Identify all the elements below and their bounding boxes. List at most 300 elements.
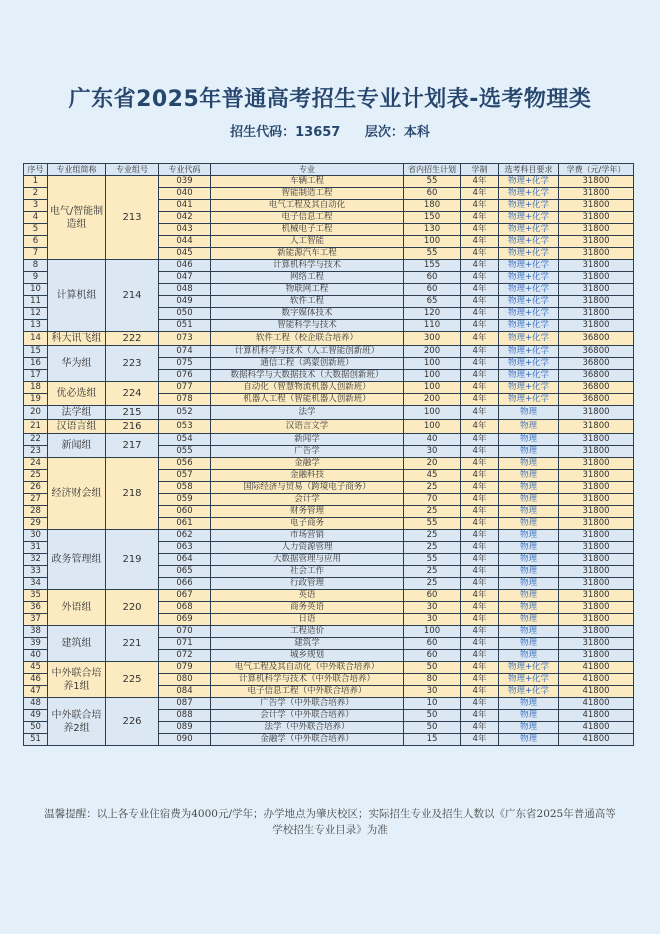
major-code: 080 [159, 674, 211, 686]
major-name: 机械电子工程 [211, 224, 404, 236]
study-duration: 4年 [461, 434, 499, 446]
major-name: 金融科技 [211, 470, 404, 482]
study-duration: 4年 [461, 734, 499, 746]
subject-requirement: 物理 [499, 638, 559, 650]
enrollment-plan: 25 [404, 530, 461, 542]
enrollment-plan: 60 [404, 590, 461, 602]
group-name: 计算机组 [48, 260, 106, 332]
row-index: 20 [24, 406, 48, 420]
tuition: 31800 [559, 284, 634, 296]
row-index: 6 [24, 236, 48, 248]
group-name: 电气/智能制造组 [48, 176, 106, 260]
major-code: 063 [159, 542, 211, 554]
tuition: 31800 [559, 650, 634, 662]
major-name: 电气工程及其自动化 [211, 200, 404, 212]
major-name: 英语 [211, 590, 404, 602]
major-code: 046 [159, 260, 211, 272]
major-name: 物联网工程 [211, 284, 404, 296]
major-name: 金融学 [211, 458, 404, 470]
major-name: 金融学（中外联合培养） [211, 734, 404, 746]
subject-requirement: 物理 [499, 590, 559, 602]
subject-requirement: 物理+化学 [499, 320, 559, 332]
study-duration: 4年 [461, 188, 499, 200]
study-duration: 4年 [461, 650, 499, 662]
enrollment-plan: 110 [404, 320, 461, 332]
subject-requirement: 物理+化学 [499, 346, 559, 358]
tuition: 36800 [559, 370, 634, 382]
tuition: 31800 [559, 530, 634, 542]
major-name: 工程造价 [211, 626, 404, 638]
major-code: 078 [159, 394, 211, 406]
tuition: 31800 [559, 602, 634, 614]
tuition: 31800 [559, 554, 634, 566]
tuition: 36800 [559, 358, 634, 370]
subject-requirement: 物理+化学 [499, 248, 559, 260]
enrollment-plan: 80 [404, 674, 461, 686]
tuition: 31800 [559, 406, 634, 420]
subject-requirement: 物理 [499, 458, 559, 470]
study-duration: 4年 [461, 446, 499, 458]
study-duration: 4年 [461, 200, 499, 212]
study-duration: 4年 [461, 506, 499, 518]
subject-requirement: 物理 [499, 530, 559, 542]
study-duration: 4年 [461, 212, 499, 224]
table-row [24, 626, 634, 638]
group-name: 新闻组 [48, 434, 106, 458]
study-duration: 4年 [461, 320, 499, 332]
row-index: 50 [24, 722, 48, 734]
subtitle [0, 121, 660, 140]
row-index: 36 [24, 602, 48, 614]
major-code: 044 [159, 236, 211, 248]
tuition: 31800 [559, 224, 634, 236]
study-duration: 4年 [461, 176, 499, 188]
header-duration: 学制 [461, 164, 499, 176]
major-name: 人工智能 [211, 236, 404, 248]
subject-requirement: 物理+化学 [499, 370, 559, 382]
study-duration: 4年 [461, 272, 499, 284]
subject-requirement: 物理+化学 [499, 662, 559, 674]
tuition: 36800 [559, 346, 634, 358]
major-name: 会计学 [211, 494, 404, 506]
study-duration: 4年 [461, 470, 499, 482]
enrollment-plan: 100 [404, 420, 461, 434]
study-duration: 4年 [461, 554, 499, 566]
tuition: 31800 [559, 482, 634, 494]
study-duration: 4年 [461, 458, 499, 470]
major-name: 数据科学与大数据技术（大数据创新班） [211, 370, 404, 382]
study-duration: 4年 [461, 370, 499, 382]
enrollment-plan: 55 [404, 248, 461, 260]
major-name: 大数据管理与应用 [211, 554, 404, 566]
group-name: 汉语言组 [48, 420, 106, 434]
enrollment-plan: 30 [404, 602, 461, 614]
major-name: 会计学（中外联合培养） [211, 710, 404, 722]
tuition: 41800 [559, 686, 634, 698]
subject-requirement: 物理+化学 [499, 224, 559, 236]
study-duration: 4年 [461, 710, 499, 722]
tuition: 31800 [559, 320, 634, 332]
study-duration: 4年 [461, 382, 499, 394]
major-name: 法学（中外联合培养） [211, 722, 404, 734]
row-index: 7 [24, 248, 48, 260]
tuition: 31800 [559, 638, 634, 650]
enrollment-plan: 60 [404, 284, 461, 296]
header-major-code: 专业代码 [159, 164, 211, 176]
subject-requirement: 物理+化学 [499, 236, 559, 248]
subject-requirement: 物理 [499, 420, 559, 434]
subject-requirement: 物理 [499, 722, 559, 734]
enrollment-plan: 25 [404, 482, 461, 494]
group-name: 外语组 [48, 590, 106, 626]
major-name: 法学 [211, 406, 404, 420]
row-index: 2 [24, 188, 48, 200]
header-plan: 省内招生计划 [404, 164, 461, 176]
table-row [24, 530, 634, 542]
row-index: 5 [24, 224, 48, 236]
row-index: 3 [24, 200, 48, 212]
tuition: 41800 [559, 662, 634, 674]
enrollment-plan: 25 [404, 506, 461, 518]
enrollment-plan: 300 [404, 332, 461, 346]
subject-requirement: 物理+化学 [499, 686, 559, 698]
major-code: 043 [159, 224, 211, 236]
tuition: 31800 [559, 626, 634, 638]
study-duration: 4年 [461, 394, 499, 406]
tuition: 41800 [559, 734, 634, 746]
header-index: 序号 [24, 164, 48, 176]
table-row [24, 406, 634, 420]
tuition: 31800 [559, 434, 634, 446]
study-duration: 4年 [461, 308, 499, 320]
major-code: 089 [159, 722, 211, 734]
major-name: 计算机科学与技术 [211, 260, 404, 272]
row-index: 40 [24, 650, 48, 662]
study-duration: 4年 [461, 358, 499, 370]
row-index: 27 [24, 494, 48, 506]
enrollment-plan: 155 [404, 260, 461, 272]
study-duration: 4年 [461, 260, 499, 272]
reminder-note: 温馨提醒：以上各专业住宿费为4000元/学年；办学地点为肇庆校区；实际招生专业及招生人数以《广东省2025年普通高等学校招生专业目录》为准 [44, 808, 616, 836]
major-name: 广告学 [211, 446, 404, 458]
group-name: 经济财会组 [48, 458, 106, 530]
enrollment-plan: 100 [404, 626, 461, 638]
enrollment-plan: 55 [404, 176, 461, 188]
subject-requirement: 物理+化学 [499, 674, 559, 686]
enrollment-plan: 100 [404, 236, 461, 248]
tuition: 36800 [559, 394, 634, 406]
major-name: 电子信息工程 [211, 212, 404, 224]
enrollment-plan: 25 [404, 578, 461, 590]
major-code: 040 [159, 188, 211, 200]
major-code: 048 [159, 284, 211, 296]
major-code: 077 [159, 382, 211, 394]
major-code: 064 [159, 554, 211, 566]
major-code: 059 [159, 494, 211, 506]
row-index: 49 [24, 710, 48, 722]
enrollment-plan: 120 [404, 308, 461, 320]
enrollment-plan: 60 [404, 650, 461, 662]
subject-requirement: 物理 [499, 566, 559, 578]
major-name: 市场营销 [211, 530, 404, 542]
enrollment-plan: 30 [404, 614, 461, 626]
subject-requirement: 物理 [499, 518, 559, 530]
tuition: 31800 [559, 420, 634, 434]
tuition: 31800 [559, 236, 634, 248]
study-duration: 4年 [461, 248, 499, 260]
row-index: 45 [24, 662, 48, 674]
row-index: 38 [24, 626, 48, 638]
group-code: 215 [106, 406, 159, 420]
enrollment-plan: 20 [404, 458, 461, 470]
enrollment-plan: 60 [404, 638, 461, 650]
enrollment-plan: 100 [404, 406, 461, 420]
tuition: 31800 [559, 518, 634, 530]
tuition: 31800 [559, 578, 634, 590]
tuition: 31800 [559, 176, 634, 188]
major-code: 066 [159, 578, 211, 590]
group-code: 218 [106, 458, 159, 530]
major-name: 智能科学与技术 [211, 320, 404, 332]
study-duration: 4年 [461, 236, 499, 248]
subject-requirement: 物理+化学 [499, 212, 559, 224]
major-code: 047 [159, 272, 211, 284]
row-index: 12 [24, 308, 48, 320]
group-name: 建筑组 [48, 626, 106, 662]
subject-requirement: 物理+化学 [499, 358, 559, 370]
subject-requirement: 物理 [499, 470, 559, 482]
group-code: 222 [106, 332, 159, 346]
row-index: 24 [24, 458, 48, 470]
study-duration: 4年 [461, 542, 499, 554]
subject-requirement: 物理 [499, 734, 559, 746]
tuition: 41800 [559, 698, 634, 710]
major-code: 072 [159, 650, 211, 662]
enrollment-plan: 200 [404, 394, 461, 406]
enrollment-plan: 100 [404, 370, 461, 382]
major-name: 商务英语 [211, 602, 404, 614]
major-name: 社会工作 [211, 566, 404, 578]
group-name: 中外联合培养2组 [48, 698, 106, 746]
education-level: 层次：本科 [364, 125, 430, 140]
study-duration: 4年 [461, 518, 499, 530]
major-code: 041 [159, 200, 211, 212]
row-index: 16 [24, 358, 48, 370]
table-header-row [24, 164, 634, 176]
subject-requirement: 物理 [499, 506, 559, 518]
major-name: 软件工程 [211, 296, 404, 308]
row-index: 18 [24, 382, 48, 394]
subject-requirement: 物理 [499, 446, 559, 458]
subject-requirement: 物理+化学 [499, 188, 559, 200]
tuition: 36800 [559, 332, 634, 346]
study-duration: 4年 [461, 284, 499, 296]
study-duration: 4年 [461, 578, 499, 590]
row-index: 46 [24, 674, 48, 686]
group-name: 政务管理组 [48, 530, 106, 590]
tuition: 31800 [559, 200, 634, 212]
enrollment-plan: 40 [404, 434, 461, 446]
major-name: 广告学（中外联合培养） [211, 698, 404, 710]
row-index: 10 [24, 284, 48, 296]
row-index: 22 [24, 434, 48, 446]
row-index: 51 [24, 734, 48, 746]
enrollment-plan: 30 [404, 446, 461, 458]
subject-requirement: 物理 [499, 650, 559, 662]
enrollment-plan: 100 [404, 358, 461, 370]
major-code: 050 [159, 308, 211, 320]
row-index: 48 [24, 698, 48, 710]
enrollment-plan: 180 [404, 200, 461, 212]
enrollment-plan: 25 [404, 542, 461, 554]
subject-requirement: 物理 [499, 554, 559, 566]
study-duration: 4年 [461, 674, 499, 686]
row-index: 4 [24, 212, 48, 224]
subject-requirement: 物理 [499, 710, 559, 722]
group-code: 224 [106, 382, 159, 406]
enrollment-plan: 70 [404, 494, 461, 506]
major-code: 070 [159, 626, 211, 638]
major-code: 065 [159, 566, 211, 578]
group-name: 优必选组 [48, 382, 106, 406]
enrollment-plan: 30 [404, 686, 461, 698]
enrollment-code: 招生代码：13657 [230, 125, 341, 140]
major-name: 汉语言文学 [211, 420, 404, 434]
tuition: 31800 [559, 188, 634, 200]
table-row [24, 260, 634, 272]
subject-requirement: 物理 [499, 626, 559, 638]
group-name: 法学组 [48, 406, 106, 420]
enrollment-plan: 50 [404, 662, 461, 674]
tuition: 31800 [559, 590, 634, 602]
row-index: 15 [24, 346, 48, 358]
enrollment-plan-table [23, 163, 634, 746]
major-code: 067 [159, 590, 211, 602]
tuition: 31800 [559, 272, 634, 284]
group-code: 216 [106, 420, 159, 434]
tuition: 31800 [559, 296, 634, 308]
major-name: 建筑学 [211, 638, 404, 650]
study-duration: 4年 [461, 406, 499, 420]
study-duration: 4年 [461, 420, 499, 434]
row-index: 31 [24, 542, 48, 554]
study-duration: 4年 [461, 566, 499, 578]
group-code: 226 [106, 698, 159, 746]
row-index: 28 [24, 506, 48, 518]
subject-requirement: 物理+化学 [499, 382, 559, 394]
major-code: 076 [159, 370, 211, 382]
study-duration: 4年 [461, 346, 499, 358]
tuition: 36800 [559, 382, 634, 394]
enrollment-plan: 15 [404, 734, 461, 746]
major-code: 087 [159, 698, 211, 710]
major-name: 网络工程 [211, 272, 404, 284]
study-duration: 4年 [461, 530, 499, 542]
row-index: 23 [24, 446, 48, 458]
row-index: 19 [24, 394, 48, 406]
major-code: 079 [159, 662, 211, 674]
study-duration: 4年 [461, 638, 499, 650]
major-name: 城乡规划 [211, 650, 404, 662]
tuition: 31800 [559, 260, 634, 272]
tuition: 31800 [559, 494, 634, 506]
header-group-name: 专业组简称 [48, 164, 106, 176]
group-code: 213 [106, 176, 159, 260]
major-name: 计算机科学与技术（中外联合培养） [211, 674, 404, 686]
major-code: 088 [159, 710, 211, 722]
major-code: 042 [159, 212, 211, 224]
major-code: 039 [159, 176, 211, 188]
major-name: 软件工程（校企联合培养） [211, 332, 404, 346]
enrollment-plan: 55 [404, 518, 461, 530]
major-code: 069 [159, 614, 211, 626]
enrollment-plan: 60 [404, 188, 461, 200]
row-index: 47 [24, 686, 48, 698]
tuition: 31800 [559, 308, 634, 320]
major-name: 数字媒体技术 [211, 308, 404, 320]
major-name: 自动化（智慧物流机器人创新班） [211, 382, 404, 394]
row-index: 32 [24, 554, 48, 566]
study-duration: 4年 [461, 482, 499, 494]
enrollment-plan: 60 [404, 272, 461, 284]
row-index: 34 [24, 578, 48, 590]
subject-requirement: 物理 [499, 542, 559, 554]
enrollment-plan: 150 [404, 212, 461, 224]
tuition: 31800 [559, 212, 634, 224]
page-title: 广东省2025年普通高考招生专业计划表-选考物理类 [68, 87, 592, 112]
subject-requirement: 物理+化学 [499, 296, 559, 308]
major-name: 行政管理 [211, 578, 404, 590]
subject-requirement: 物理 [499, 614, 559, 626]
tuition: 41800 [559, 722, 634, 734]
enrollment-plan: 25 [404, 566, 461, 578]
tuition: 31800 [559, 458, 634, 470]
table-row [24, 382, 634, 394]
major-name: 智能制造工程 [211, 188, 404, 200]
table-row [24, 176, 634, 188]
major-name: 机器人工程（智能机器人创新班） [211, 394, 404, 406]
table-row [24, 590, 634, 602]
major-name: 国际经济与贸易（跨境电子商务） [211, 482, 404, 494]
study-duration: 4年 [461, 686, 499, 698]
table-row [24, 346, 634, 358]
table-row [24, 434, 634, 446]
major-code: 062 [159, 530, 211, 542]
major-code: 071 [159, 638, 211, 650]
row-index: 21 [24, 420, 48, 434]
study-duration: 4年 [461, 590, 499, 602]
study-duration: 4年 [461, 602, 499, 614]
major-code: 075 [159, 358, 211, 370]
major-code: 056 [159, 458, 211, 470]
subject-requirement: 物理+化学 [499, 308, 559, 320]
major-name: 通信工程（鸿蒙创新班） [211, 358, 404, 370]
study-duration: 4年 [461, 296, 499, 308]
study-duration: 4年 [461, 224, 499, 236]
group-name: 中外联合培养1组 [48, 662, 106, 698]
major-name: 人力资源管理 [211, 542, 404, 554]
major-code: 052 [159, 406, 211, 420]
enrollment-plan: 100 [404, 382, 461, 394]
major-code: 058 [159, 482, 211, 494]
subject-requirement: 物理+化学 [499, 394, 559, 406]
table-row [24, 332, 634, 346]
group-code: 214 [106, 260, 159, 332]
major-code: 055 [159, 446, 211, 458]
row-index: 25 [24, 470, 48, 482]
subject-requirement: 物理+化学 [499, 200, 559, 212]
major-code: 061 [159, 518, 211, 530]
